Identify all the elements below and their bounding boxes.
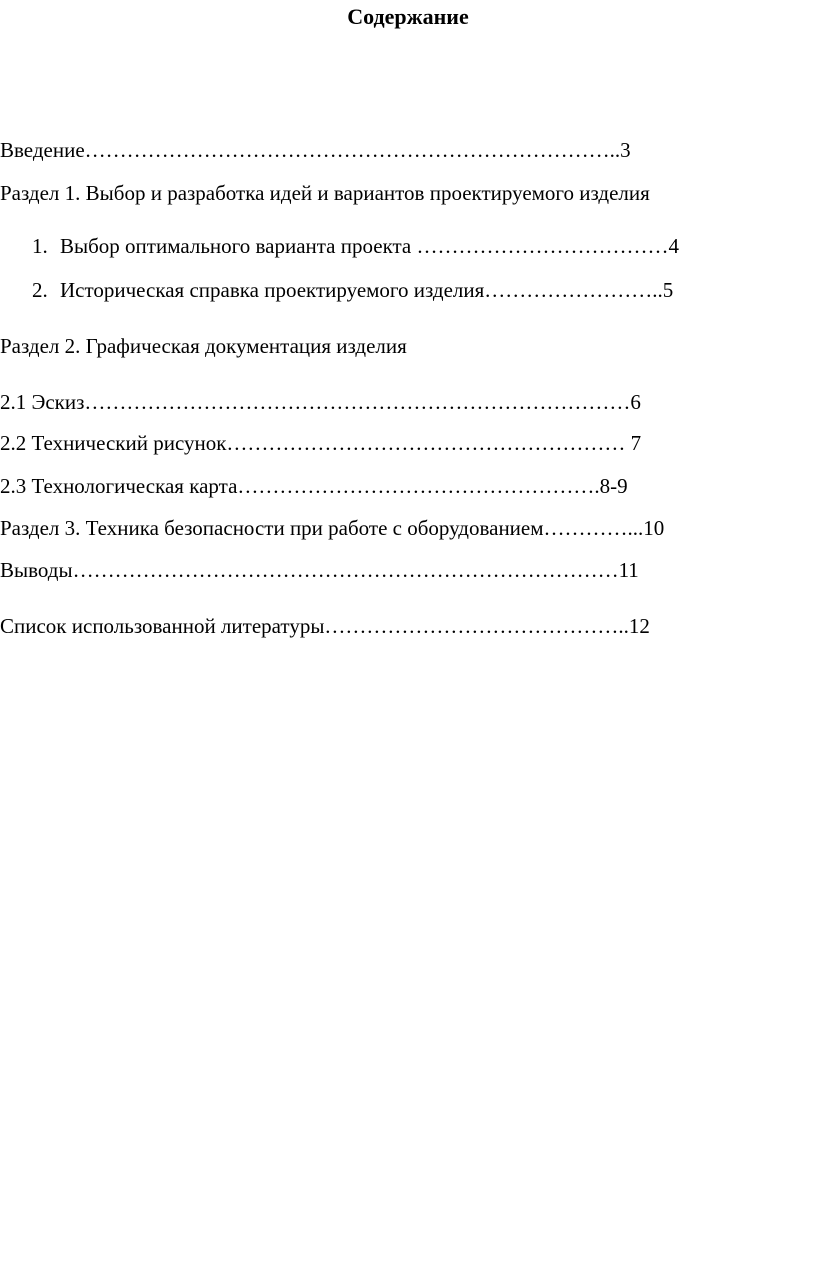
toc-entry-conclusions: Выводы……………………………………………………………………11 [0,558,639,582]
page-title: Содержание [347,4,469,29]
toc-entry-1-2 [32,277,673,303]
list-item-text: Историческая справка проектируемого изделия……………………..5 [60,278,674,302]
toc-entry-2-2: 2.2 Технический рисунок………………………………………………… 7 [0,431,642,455]
list-number: 1. [32,234,48,258]
toc-section-1-heading: Раздел 1. Выбор и разработка идей и вариантов проектируемого изделия [0,181,650,205]
toc-entry-2-3: 2.3 Технологическая карта…………………………………………….8-9 [0,474,628,498]
toc-entry-1-1 [32,233,679,259]
list-number: 2. [32,278,48,302]
toc-entry-references: Список использованной литературы……………………………………..12 [0,614,650,638]
toc-section-2-heading: Раздел 2. Графическая документация изделия [0,334,407,358]
toc-section-3: Раздел 3. Техника безопасности при работе с оборудованием…………...10 [0,516,665,540]
toc-entry-2-1: 2.1 Эскиз……………………………………………………………………6 [0,390,641,414]
list-item-text: Выбор оптимального варианта проекта ………………………………4 [60,234,679,258]
toc-entry-intro: Введение…………………………………………………………………..3 [0,138,631,162]
